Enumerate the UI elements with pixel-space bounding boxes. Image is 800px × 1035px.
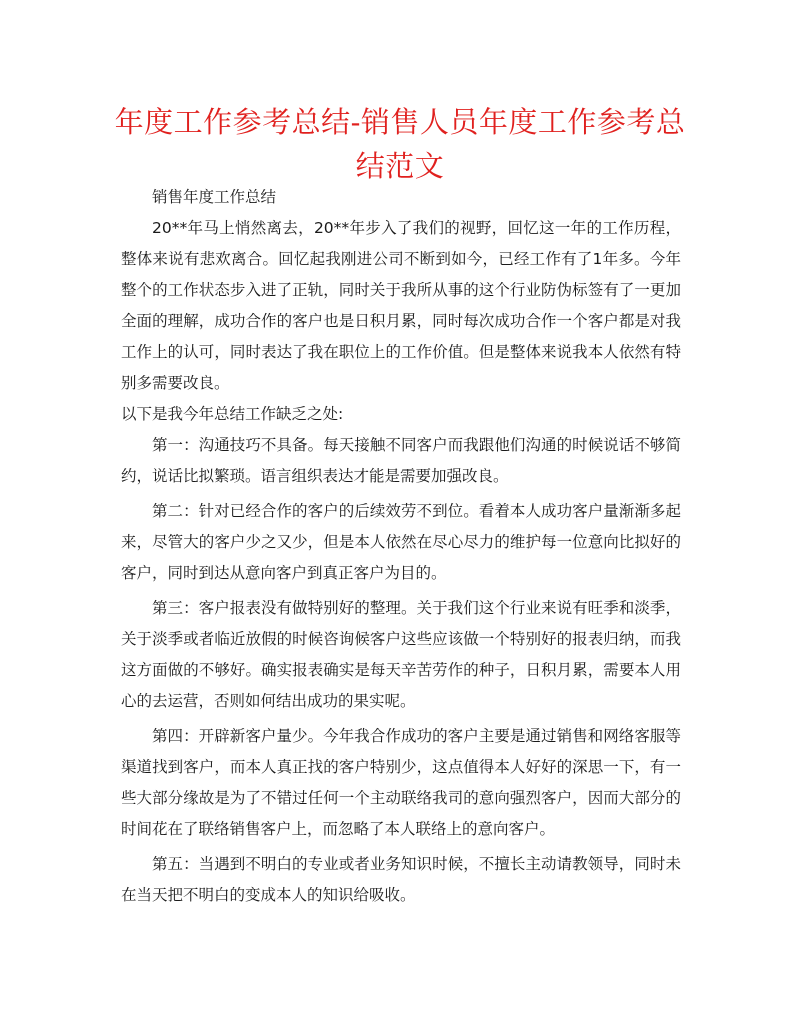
point-paragraph: 第四：开辟新客户量少。今年我合作成功的客户主要是通过销售和网络客服等渠道找到客户，而本人真正找的客户特别少，这点值得本人好好的深思一下，有一些大部分缘故是为了不错过任何一个主动联络我司的意向强烈客户，因而大部分的时间花在了联络销售客户上，而忽略了本人联络上的意向客户。: [121, 727, 681, 838]
shortcomings-heading: 以下是我今年总结工作缺乏之处:: [121, 405, 344, 423]
point-paragraph: 第三：客户报表没有做特别好的整理。关于我们这个行业来说有旺季和淡季，关于淡季或者临近放假的时候咨询候客户这些应该做一个特别好的报表归纳，而我这方面做的不够好。确实报表确实是每天辛苦劳作的种子，日积月累，需要本人用心的去运营，否则如何结出成功的果实呢。: [121, 599, 681, 710]
document-subtitle: 销售年度工作总结: [152, 188, 277, 206]
point-paragraph: 第一：沟通技巧不具备。每天接触不同客户而我跟他们沟通的时候说话不够简约，说话比拟繁琐。语言组织表达才能是需要加强改良。: [121, 436, 681, 485]
point-paragraph: 第二：针对已经合作的客户的后续效劳不到位。看着本人成功客户量渐渐多起来，尽管大的客户少之又少，但是本人依然在尽心尽力的维护每一位意向比拟好的客户，同时到达从意向客户到真正客户为目的。: [121, 502, 681, 582]
document-title: 年度工作参考总结-销售人员年度工作参考总结范文: [114, 105, 686, 183]
point-paragraph: 第五：当遇到不明白的专业或者业务知识时候，不擅长主动请教领导，同时未在当天把不明白的变成本人的知识给吸收。: [121, 855, 681, 904]
document-body: [121, 182, 681, 911]
intro-paragraph: 20**年马上悄然离去，20**年步入了我们的视野，回忆这一年的工作历程，整体来说有悲欢离合。回忆起我刚进公司不断到如今，已经工作有了1年多。今年整个的工作状态步入进了正轨，同时关于我所从事的这个行业防伪标签有了一更加全面的理解，成功合作的客户也是日积月累，同时每次成功合作一个客户都是对我工作上的认可，同时表达了我在职位上的工作价值。但是整体来说我本人依然有特别多需要改良。: [121, 219, 681, 392]
